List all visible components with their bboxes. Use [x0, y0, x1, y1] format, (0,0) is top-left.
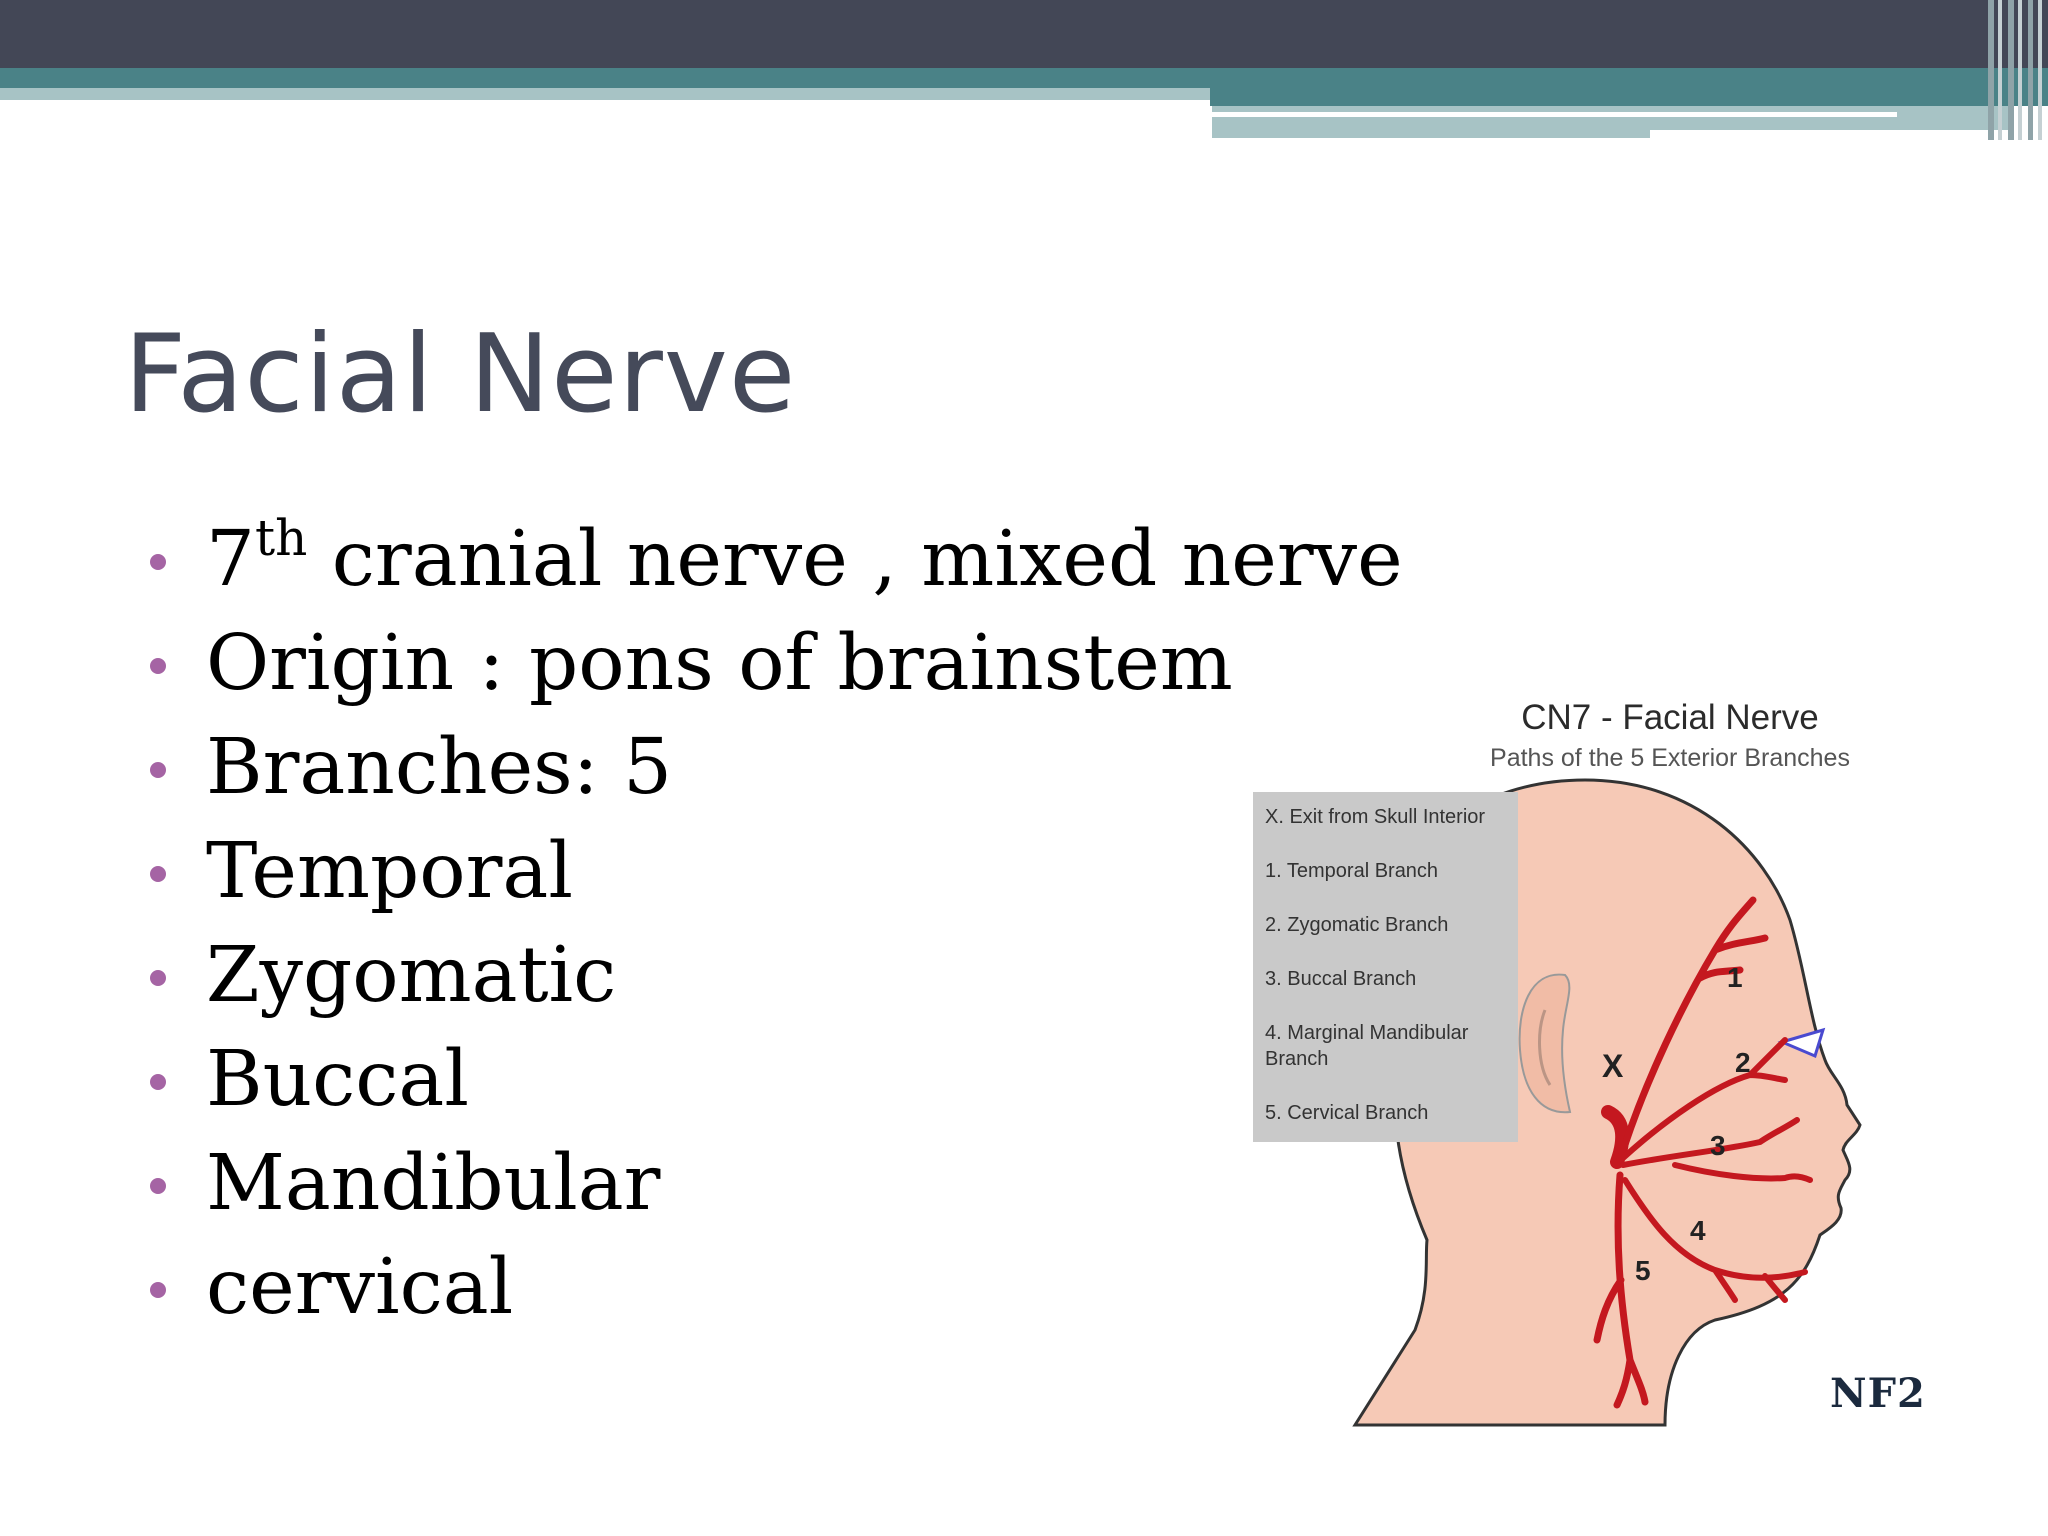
header-teal-band — [0, 68, 1210, 88]
header-dark-band — [0, 0, 2048, 68]
bullet-item — [150, 612, 1403, 716]
bullet-item — [150, 1236, 1403, 1340]
bullet-item — [150, 716, 1403, 820]
bullet-dot-icon — [150, 1178, 166, 1194]
marker-5: 5 — [1635, 1255, 1651, 1286]
legend-item: 1. Temporal Branch — [1265, 860, 1439, 882]
figure-title: CN7 - Facial Nerve — [1521, 698, 1819, 737]
legend-item: 3. Buccal Branch — [1265, 968, 1417, 990]
bullet-prefix: 7 — [206, 515, 255, 604]
bullet-superscript: th — [255, 509, 308, 567]
header-right-teal — [1210, 68, 2048, 106]
bullet-dot-icon — [150, 866, 166, 882]
watermark-logo: NF2 — [1830, 1370, 1926, 1417]
bullet-text: cranial nerve , mixed nerve — [307, 515, 1403, 604]
header-bands — [0, 0, 2048, 140]
bullet-text: Temporal — [206, 827, 573, 916]
legend-item: 4. Marginal Mandibular Branch — [1265, 1022, 1469, 1070]
bullet-text: Zygomatic — [206, 931, 617, 1020]
bullet-text: Buccal — [206, 1035, 469, 1124]
bullet-text: cervical — [206, 1243, 514, 1332]
facial-nerve-figure — [1245, 680, 1965, 1440]
marker-3: 3 — [1710, 1130, 1726, 1161]
bullet-dot-icon — [150, 554, 166, 570]
header-light-band — [0, 88, 1210, 100]
bullet-dot-icon — [150, 1282, 166, 1298]
marker-4: 4 — [1690, 1215, 1706, 1246]
legend-item: X. Exit from Skull Interior — [1265, 806, 1486, 828]
slide-title: Facial Nerve — [124, 312, 797, 437]
bullet-item — [150, 508, 1403, 612]
figure-legend — [1253, 792, 1518, 1142]
bullet-text: Origin : pons of brainstem — [206, 619, 1233, 708]
header-right-line — [1212, 112, 1897, 117]
bullet-item — [150, 820, 1403, 924]
bullet-dot-icon — [150, 762, 166, 778]
bullet-dot-icon — [150, 970, 166, 986]
figure-subtitle: Paths of the 5 Exterior Branches — [1490, 744, 1850, 772]
legend-item: 2. Zygomatic Branch — [1265, 914, 1449, 936]
bullet-text: Mandibular — [206, 1139, 661, 1228]
bullet-text: Branches: 5 — [206, 723, 673, 812]
bullet-dot-icon — [150, 1074, 166, 1090]
bullet-item — [150, 1028, 1403, 1132]
bullet-item — [150, 924, 1403, 1028]
marker-x: X — [1602, 1048, 1624, 1084]
marker-2: 2 — [1735, 1047, 1751, 1078]
marker-1: 1 — [1727, 962, 1743, 993]
legend-item: 5. Cervical Branch — [1265, 1102, 1429, 1124]
bullet-item — [150, 1132, 1403, 1236]
header-right-gap — [1650, 130, 2010, 140]
bullet-list — [150, 508, 1403, 1340]
bullet-dot-icon — [150, 658, 166, 674]
